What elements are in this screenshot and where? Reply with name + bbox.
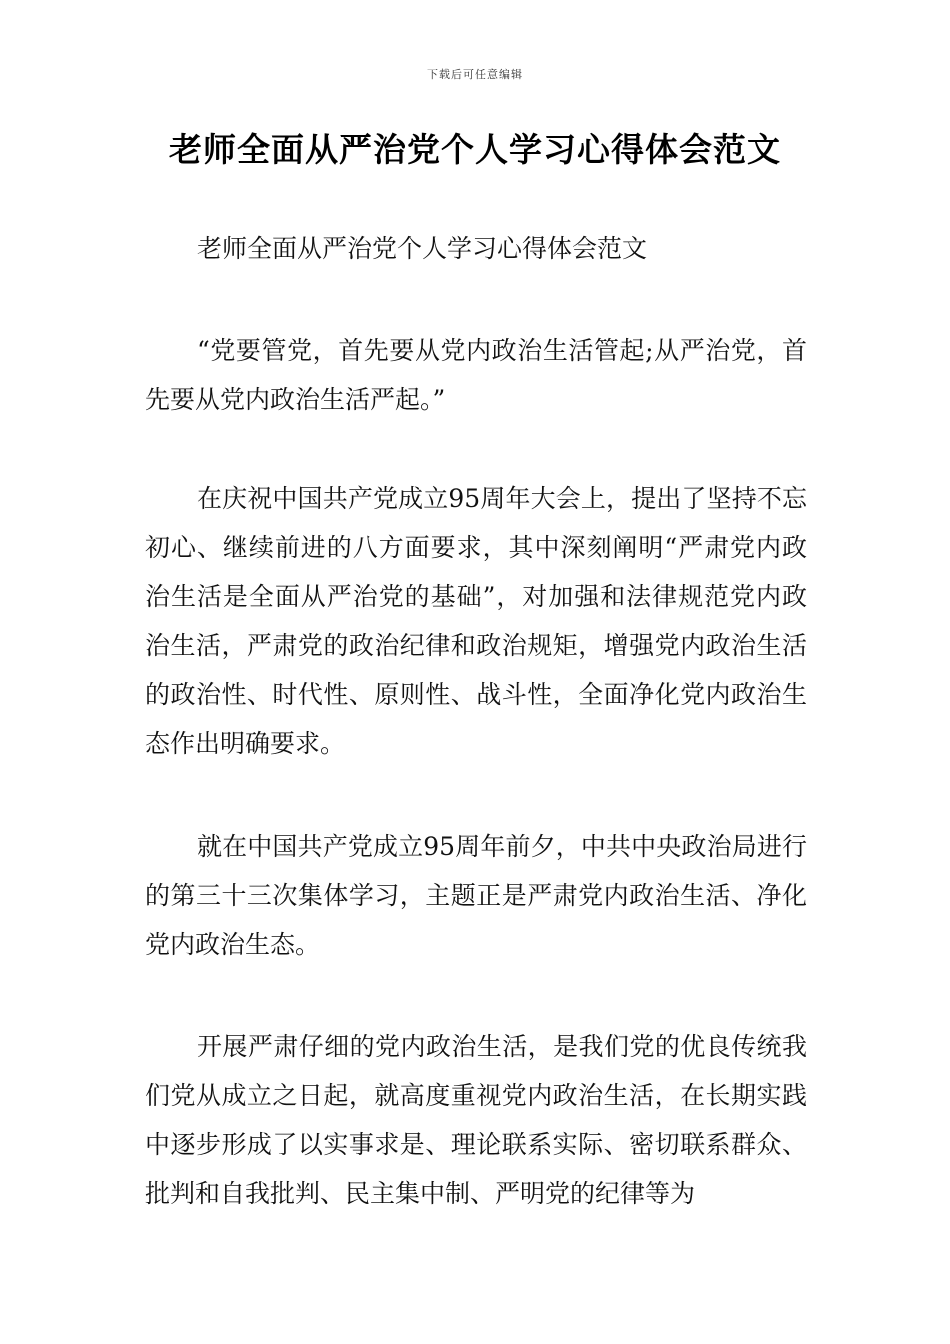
document-title: 老师全面从严治党个人学习心得体会范文 [169, 130, 781, 169]
paragraph-tradition: 开展严肃仔细的党内政治生活，是我们党的优良传统我们党从成立之日起，就高度重视党内政治生活，在长期实践中逐步形成了以实事求是、理论联系实际、密切联系群众、批判和自我批判、民主集中制、严明党的纪律等为 [145, 1032, 807, 1208]
paragraph-politburo-study: 就在中国共产党成立95周年前夕，中共中央政治局进行的第三十三次集体学习，主题正是严肃党内政治生活、净化党内政治生态。 [145, 832, 807, 959]
paragraph-quote: “党要管党，首先要从党内政治生活管起;从严治党，首先要从党内政治生活严起。” [145, 336, 807, 414]
paragraph-anniversary-speech: 在庆祝中国共产党成立95周年大会上，提出了坚持不忘初心、继续前进的八方面要求，其中深刻阐明“严肃党内政治生活是全面从严治党的基础”，对加强和法律规范党内政治生活，严肃党的政治纪律和政治规矩，增强党内政治生活的政治性、时代性、原则性、战斗性，全面净化党内政治生态作出明确要求。 [145, 484, 807, 758]
document-subtitle: 老师全面从严治党个人学习心得体会范文 [197, 234, 648, 263]
header-note: 下载后可任意编辑 [427, 68, 523, 81]
